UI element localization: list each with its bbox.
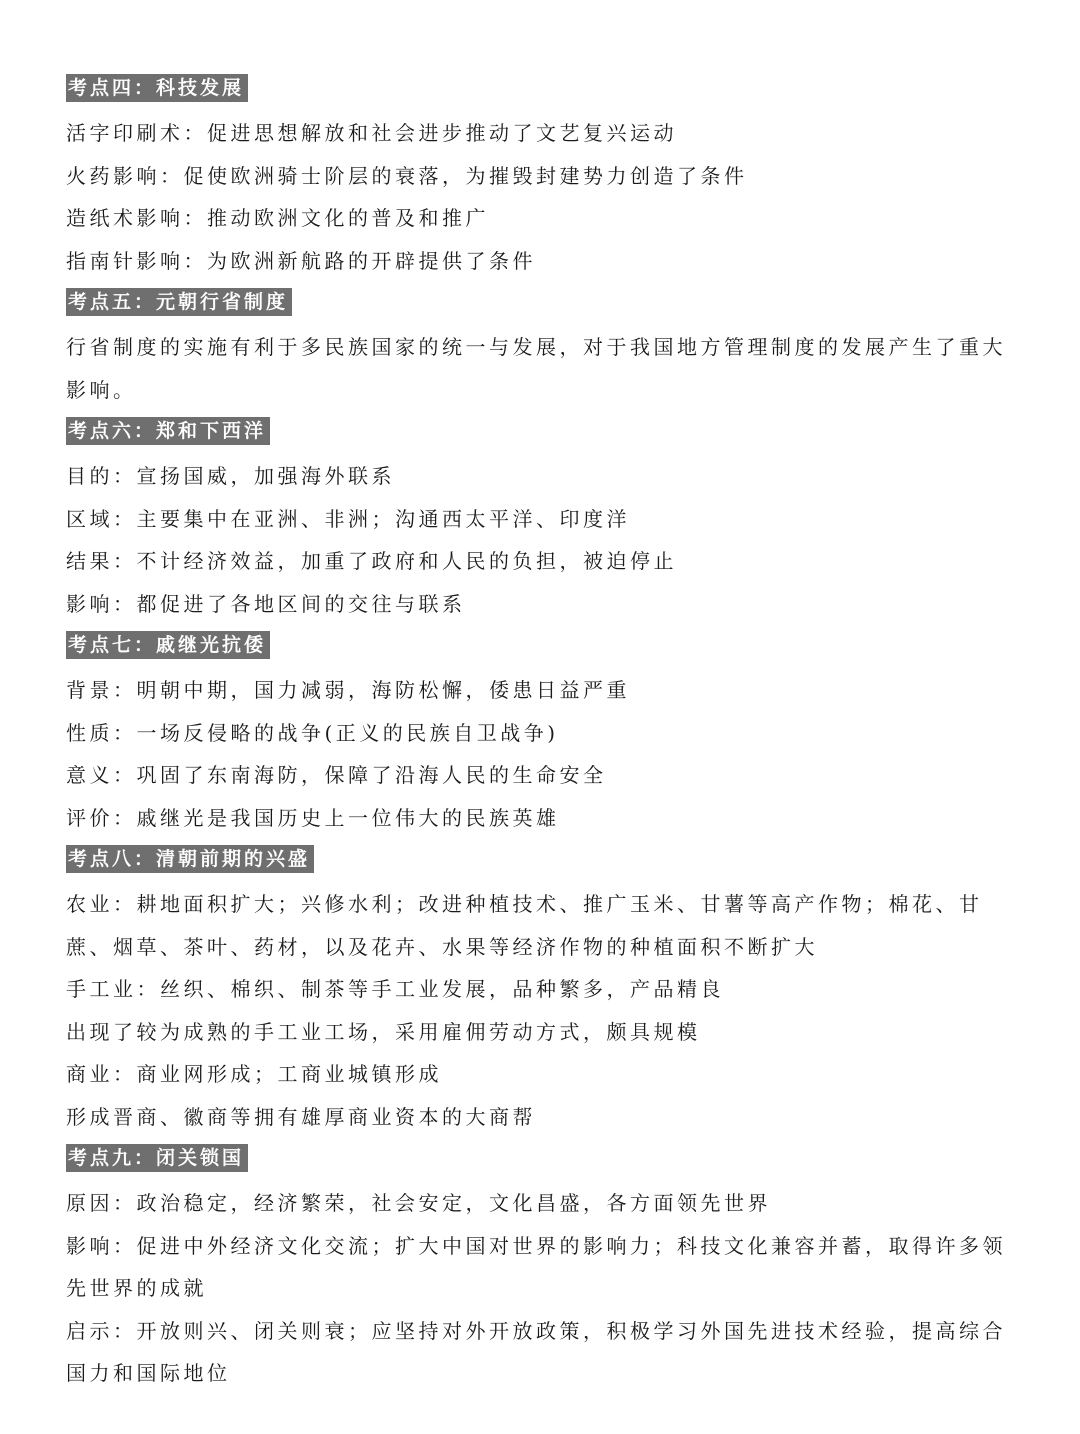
text-line: 原因：政治稳定，经济繁荣，社会安定，文化昌盛，各方面领先世界 bbox=[66, 1191, 771, 1215]
text-line: 手工业：丝织、棉织、制茶等手工业发展，品种繁多，产品精良 bbox=[66, 977, 724, 1001]
text-paragraph: 行省制度的实施有利于多民族国家的统一与发展，对于我国地方管理制度的发展产生了重大影响。 bbox=[66, 335, 1006, 402]
section-title: 考点七：戚继光抗倭 bbox=[66, 631, 270, 659]
section-title: 考点九：闭关锁国 bbox=[66, 1144, 248, 1172]
text-paragraph: 影响：促进中外经济文化交流；扩大中国对世界的影响力；科技文化兼容并蓄，取得许多领先世界的成就 bbox=[66, 1233, 1006, 1300]
section-qi-jiguang bbox=[66, 627, 1026, 839]
text-line: 结果：不计经济效益，加重了政府和人民的负担，被迫停止 bbox=[66, 549, 677, 573]
section-yuan-province-system bbox=[66, 284, 1026, 411]
text-paragraph: 启示：开放则兴、闭关则衰；应坚持对外开放政策，积极学习外国先进技术经验，提高综合国力和国际地位 bbox=[66, 1318, 1006, 1385]
section-title: 考点五：元朝行省制度 bbox=[66, 288, 292, 316]
text-paragraph: 农业：耕地面积扩大；兴修水利；改进种植技术、推广玉米、甘薯等高产作物；棉花、甘蔗、烟草、茶叶、药材，以及花卉、水果等经济作物的种植面积不断扩大 bbox=[66, 892, 983, 959]
text-line: 出现了较为成熟的手工业工场，采用雇佣劳动方式，颇具规模 bbox=[66, 1019, 701, 1044]
section-title: 考点六：郑和下西洋 bbox=[66, 417, 270, 445]
text-line: 火药影响：促使欧洲骑士阶层的衰落，为摧毁封建势力创造了条件 bbox=[66, 163, 748, 188]
text-line: 商业：商业网形成；工商业城镇形成 bbox=[66, 1062, 442, 1086]
text-line: 影响：都促进了各地区间的交往与联系 bbox=[66, 591, 466, 616]
section-zheng-he-voyages bbox=[66, 413, 1026, 625]
section-tech-development bbox=[66, 70, 1026, 282]
text-line: 区域：主要集中在亚洲、非洲；沟通西太平洋、印度洋 bbox=[66, 506, 630, 531]
text-line: 指南针影响：为欧洲新航路的开辟提供了条件 bbox=[66, 248, 536, 273]
section-early-qing-prosperity bbox=[66, 841, 1026, 1138]
section-title: 考点八：清朝前期的兴盛 bbox=[66, 845, 314, 873]
section-title: 考点四：科技发展 bbox=[66, 74, 248, 102]
text-line: 评价：戚继光是我国历史上一位伟大的民族英雄 bbox=[66, 805, 560, 830]
text-line: 活字印刷术：促进思想解放和社会进步推动了文艺复兴运动 bbox=[66, 121, 677, 145]
text-line: 背景：明朝中期，国力减弱，海防松懈，倭患日益严重 bbox=[66, 678, 630, 702]
text-line: 目的：宣扬国威，加强海外联系 bbox=[66, 464, 395, 488]
text-line: 造纸术影响：推动欧洲文化的普及和推广 bbox=[66, 206, 489, 230]
text-line: 形成晋商、徽商等拥有雄厚商业资本的大商帮 bbox=[66, 1104, 536, 1129]
document-page bbox=[66, 70, 1026, 1397]
text-line: 意义：巩固了东南海防，保障了沿海人民的生命安全 bbox=[66, 763, 607, 787]
section-closed-door-policy bbox=[66, 1140, 1026, 1395]
text-line: 性质：一场反侵略的战争(正义的民族自卫战争) bbox=[66, 720, 559, 745]
